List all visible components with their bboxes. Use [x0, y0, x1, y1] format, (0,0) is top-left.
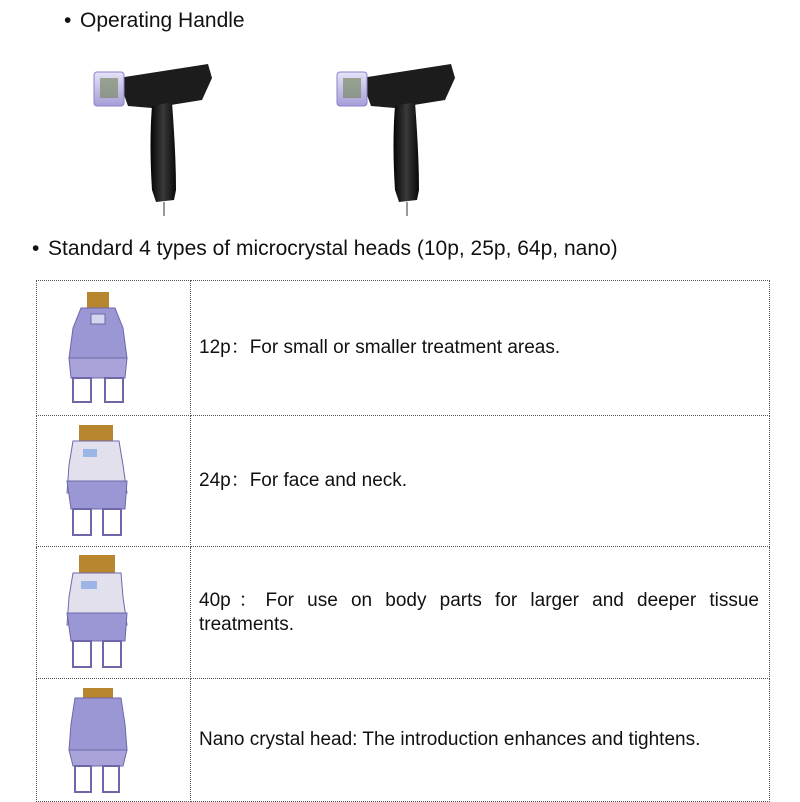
head-image-cell [37, 679, 191, 802]
head-image-cell [37, 547, 191, 679]
microcrystal-heads-heading [32, 237, 618, 261]
head-description: 24p：For face and neck. [191, 416, 770, 547]
operating-handle-icon [333, 60, 463, 220]
microcrystal-head-24p-icon [65, 421, 145, 541]
heading-text: Standard 4 types of microcrystal heads (10p, 25p, 64p, nano) [48, 237, 618, 260]
head-description: 40p：For use on body parts for larger and deeper tissue treatments. [191, 547, 770, 679]
bullet-icon: • [64, 9, 72, 32]
table-row [37, 679, 770, 802]
microcrystal-head-40p-icon [65, 553, 145, 673]
operating-handle-image [90, 60, 220, 220]
head-description: Nano crystal head: The introduction enhances and tightens. [191, 679, 770, 802]
head-description: 12p：For small or smaller treatment areas. [191, 281, 770, 416]
operating-handle-image [333, 60, 463, 220]
operating-handle-heading [64, 9, 245, 33]
head-image-cell [37, 416, 191, 547]
microcrystal-head-12p-icon [65, 288, 145, 408]
table-row [37, 416, 770, 547]
table-row [37, 281, 770, 416]
microcrystal-heads-table [36, 280, 770, 802]
nano-crystal-head-icon [65, 684, 145, 796]
table-row [37, 547, 770, 679]
heading-text: Operating Handle [80, 9, 245, 32]
operating-handle-icon [90, 60, 220, 220]
head-image-cell [37, 281, 191, 416]
bullet-icon: • [32, 237, 40, 260]
